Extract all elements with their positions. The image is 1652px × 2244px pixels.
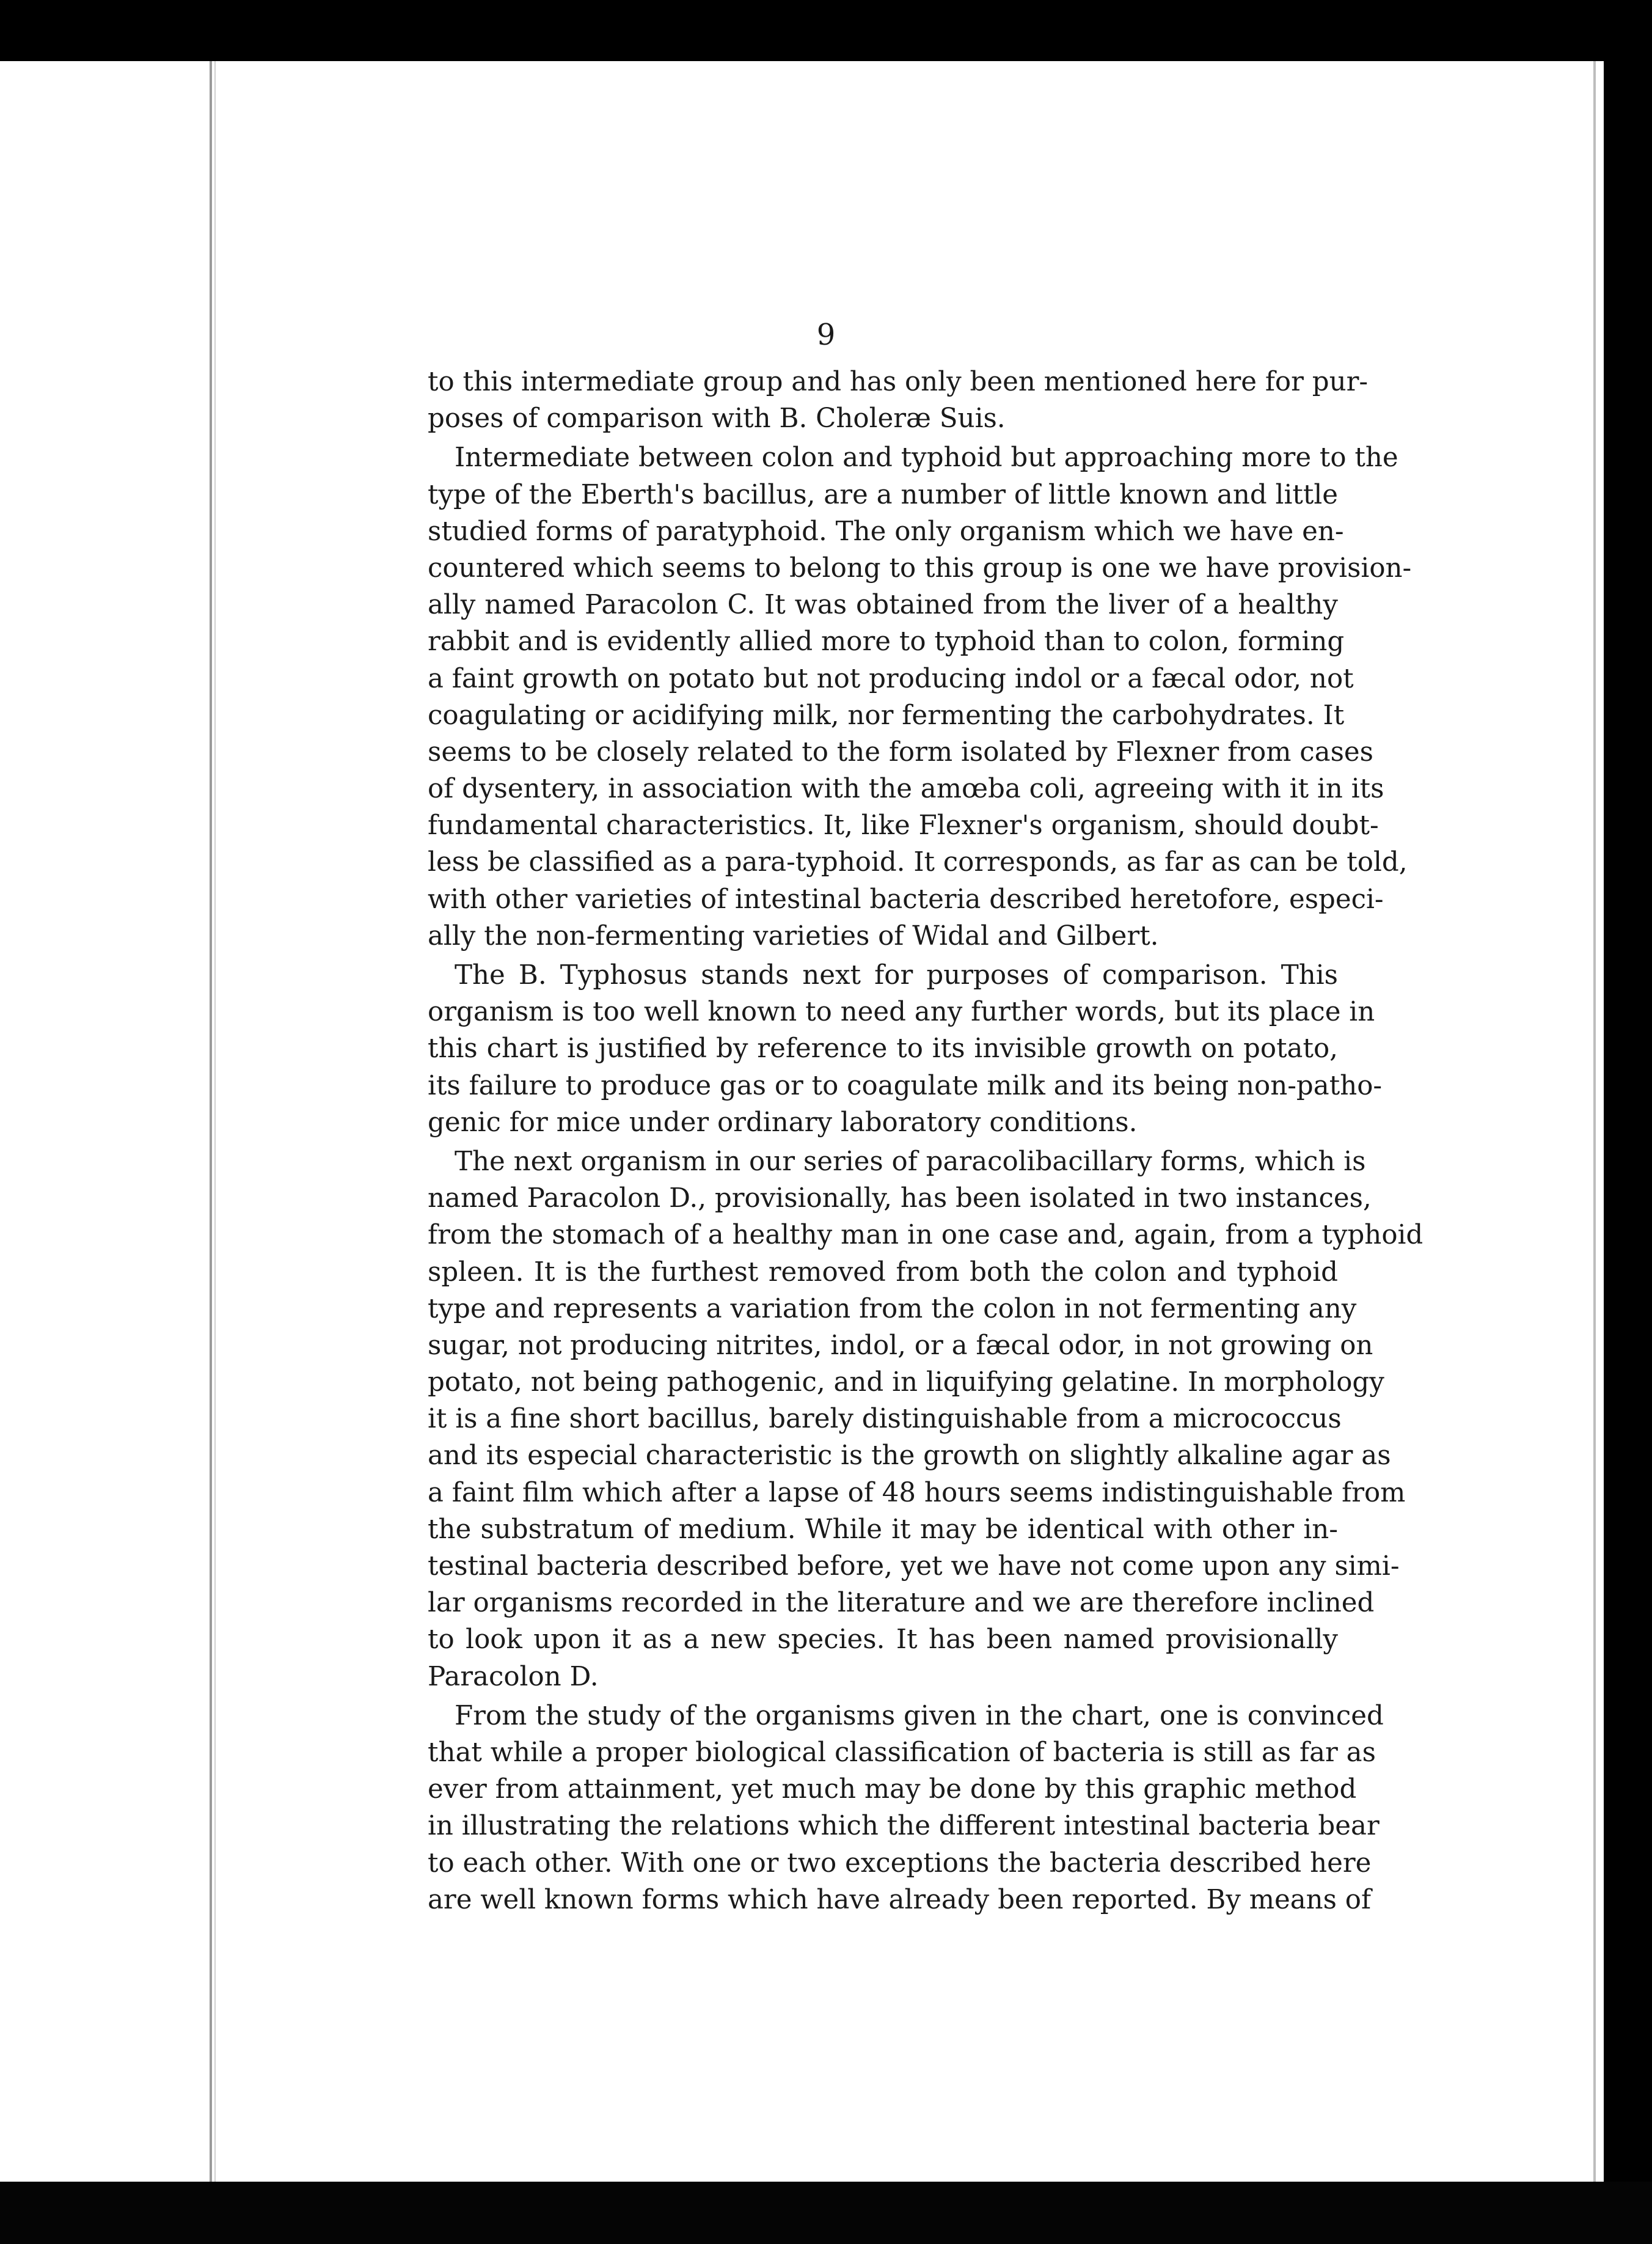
body-text <box>428 364 1424 1918</box>
text-line: with other varieties of intestinal bacteria described heretofore, especi- <box>428 884 1384 915</box>
text-line: genic for mice under ordinary laboratory conditions. <box>428 1107 1138 1138</box>
page-number: 9 <box>816 318 836 352</box>
text-line: countered which seems to belong to this group is one we have provision- <box>428 552 1412 584</box>
text-line: coagulating or acidifying milk, nor fermenting the carbohydrates. It <box>428 700 1345 731</box>
text-line: a faint film which after a lapse of 48 hours seems indistinguishable from <box>428 1477 1406 1508</box>
text-line: poses of comparison with B. Choleræ Suis. <box>428 403 1006 435</box>
text-line: type of the Eberth's bacillus, are a number of little known and little <box>428 479 1338 510</box>
paragraph <box>428 439 1412 955</box>
paragraph <box>428 1143 1424 1695</box>
text-line: less be classified as a para-typhoid. It corresponds, as far as can be told, <box>428 847 1408 878</box>
text-line: it is a fine short bacillus, barely distinguishable from a micrococcus <box>428 1404 1342 1435</box>
text-line: spleen. It is the furthest removed from both the colon and typhoid <box>428 1256 1338 1288</box>
text-line: ally the non-fermenting varieties of Widal and Gilbert. <box>428 920 1159 952</box>
text-line: fundamental characteristics. It, like Flexner's organism, should doubt- <box>428 810 1379 842</box>
text-line: from the stomach of a healthy man in one case and, again, from a typhoid <box>428 1220 1424 1251</box>
text-line: that while a proper biological classification of bacteria is still as far as <box>428 1737 1376 1768</box>
text-line: Paracolon D. <box>428 1661 599 1692</box>
text-line: a faint growth on potato but not producing indol or a fæcal odor, not <box>428 663 1354 694</box>
binding-fold-line <box>210 61 212 2182</box>
text-line: lar organisms recorded in the literature and we are therefore inclined <box>428 1588 1375 1619</box>
text-line: seems to be closely related to the form isolated by Flexner from cases <box>428 736 1373 768</box>
text-line: of dysentery, in association with the amœba coli, agreeing with it in its <box>428 774 1384 805</box>
text-line: From the study of the organisms given in the chart, one is convinced <box>455 1700 1384 1731</box>
text-line: rabbit and is evidently allied more to typhoid than to colon, forming <box>428 626 1345 658</box>
text-line: type and represents a variation from the colon in not fermenting any <box>428 1293 1357 1324</box>
text-line: potato, not being pathogenic, and in liquifying gelatine. In morphology <box>428 1367 1384 1398</box>
text-line: in illustrating the relations which the different intestinal bacteria bear <box>428 1811 1380 1842</box>
text-line: studied forms of paratyphoid. The only organism which we have en- <box>428 516 1344 547</box>
text-line: this chart is justified by reference to its invisible growth on potato, <box>428 1033 1338 1065</box>
text-line: to this intermediate group and has only been mentioned here for pur- <box>428 367 1369 397</box>
text-line: organism is too well known to need any further words, but its place in <box>428 997 1375 1028</box>
scan-bottom-margin <box>0 2182 1652 2244</box>
text-line: The next organism in our series of paracolibacillary forms, which is <box>455 1146 1366 1177</box>
paragraph <box>428 957 1383 1141</box>
text-line: ever from attainment, yet much may be done by this graphic method <box>428 1774 1357 1805</box>
text-line: sugar, not producing nitrites, indol, or a fæcal odor, in not growing on <box>428 1330 1373 1361</box>
text-line: The B. Typhosus stands next for purposes of comparison. This <box>455 960 1338 991</box>
text-line: named Paracolon D., provisionally, has been isolated in two instances, <box>428 1183 1372 1214</box>
paragraph <box>428 1698 1384 1918</box>
text-line: its failure to produce gas or to coagulate milk and its being non-patho- <box>428 1070 1383 1101</box>
page-right-edge <box>1593 61 1596 2182</box>
text-line: are well known forms which have already been reported. By means of <box>428 1884 1372 1915</box>
text-line: and its especial characteristic is the growth on slightly alkaline agar as <box>428 1440 1391 1472</box>
text-line: Intermediate between colon and typhoid but approaching more to the <box>455 442 1398 474</box>
text-line: testinal bacteria described before, yet we have not come upon any simi- <box>428 1551 1400 1582</box>
paragraph <box>428 364 1369 437</box>
text-line: the substratum of medium. While it may be identical with other in- <box>428 1514 1338 1545</box>
binding-fold-shadow <box>214 61 216 2182</box>
text-line: to each other. With one or two exceptions the bacteria described here <box>428 1847 1372 1879</box>
text-line: ally named Paracolon C. It was obtained from the liver of a healthy <box>428 590 1338 621</box>
text-line: to look upon it as a new species. It has been named provisionally <box>428 1624 1338 1656</box>
